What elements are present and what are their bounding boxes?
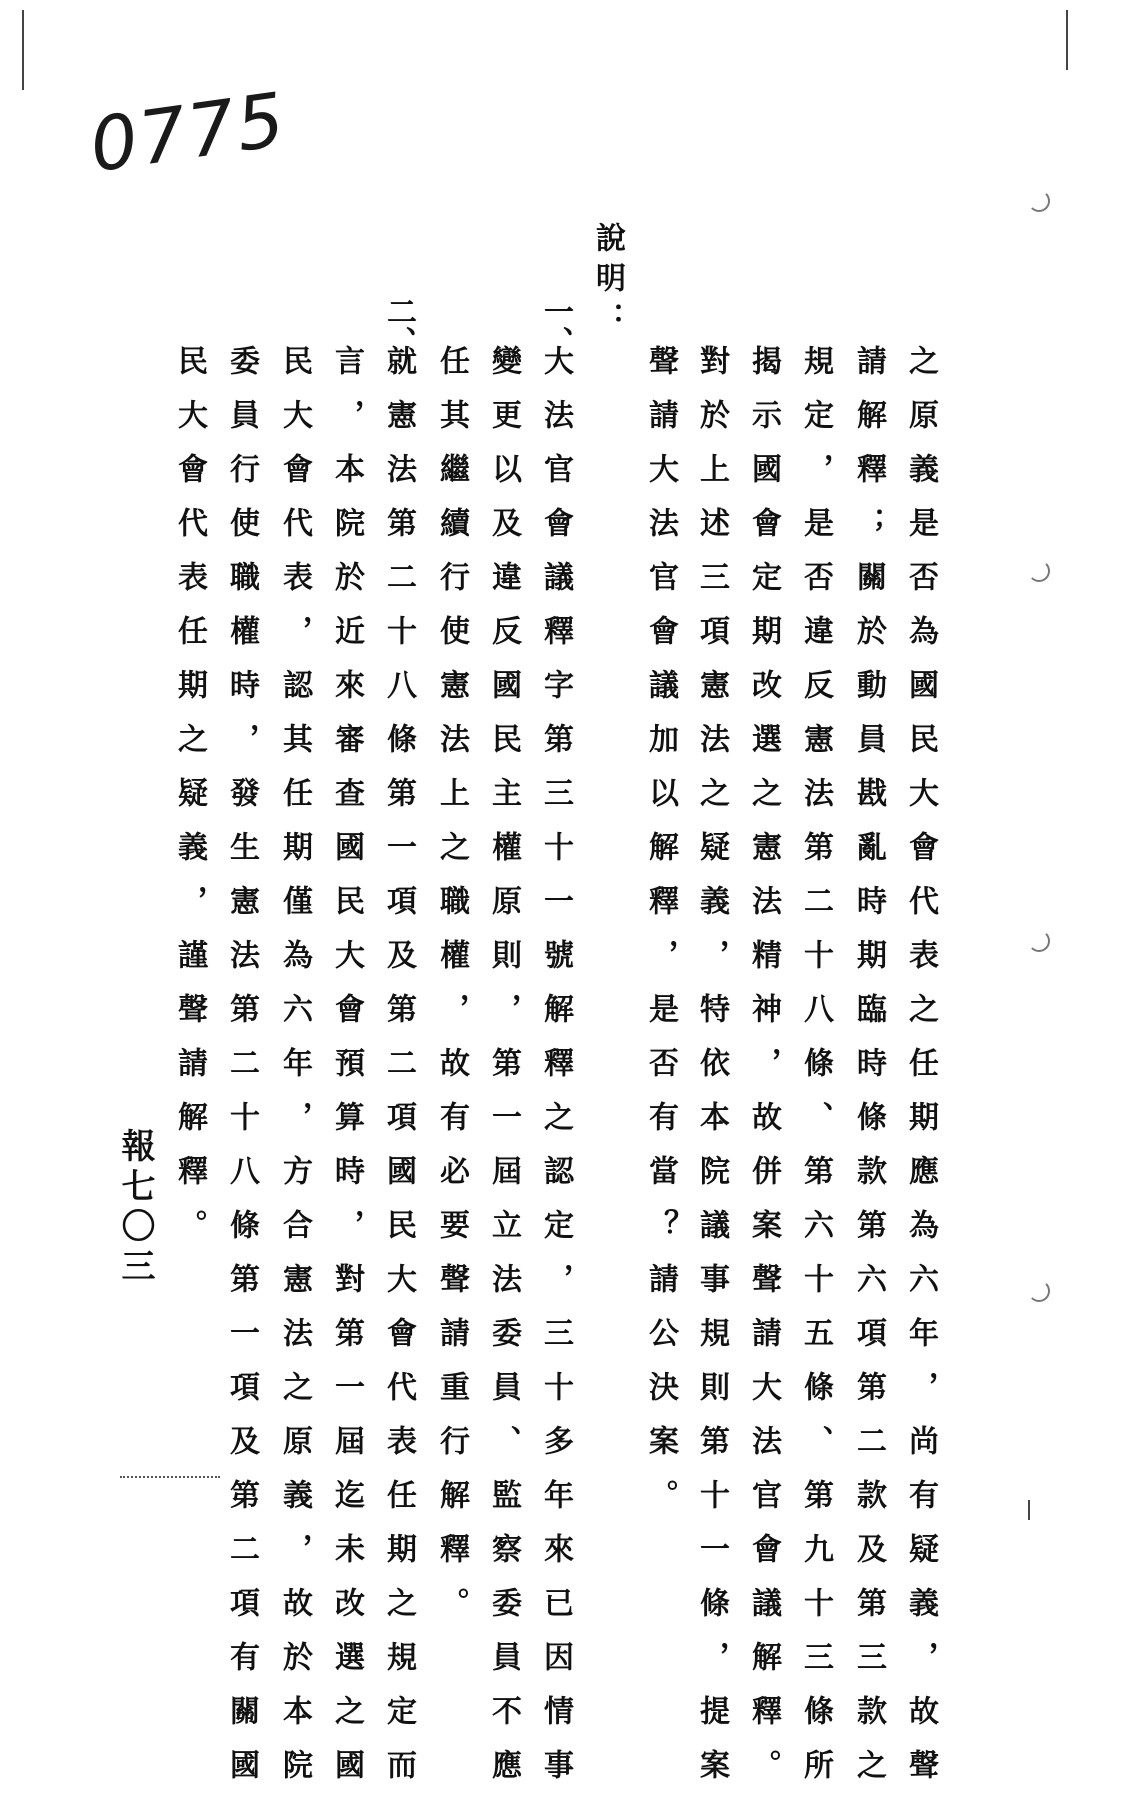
text-column: 委員行使職權時，發生憲法第二十八條第一項及第二項有關國 [224,345,259,1803]
text-column: 就憲法第二十八條第一項及第二項國民大會代表任期之規定而 [381,345,416,1803]
margin-smudge [1028,560,1050,582]
text-column: 言，本院於近來審查國民大會預算時，對第一屆迄未改選之國 [329,345,364,1803]
text-column: 之原義是否為國民大會代表之任期應為六年，尚有疑義，故聲 [903,345,938,1803]
text-column: 民大會代表任期之疑義，謹聲請解釋。 [172,345,207,1263]
text-column: 請解釋；關於動員戡亂時期臨時條款第六項第二款及第三款之 [851,345,886,1803]
right-edge-line [1066,10,1068,70]
text-column: 規定，是否違反憲法第二十八條、第六十五條、第九十三條所 [798,345,833,1803]
right-edge-line-lower [1028,1500,1030,1520]
text-column: 大法官會議釋字第三十一號解釋之認定，三十多年來已因情事 [538,345,573,1803]
scan-artifact-line [120,1476,220,1478]
item-marker-two: 二、 [381,296,416,356]
section-heading: 說明： [590,222,625,342]
margin-smudge [1028,1280,1050,1302]
text-column: 變更以及違反國民主權原則，第一屆立法委員、監察委員不應 [486,345,521,1803]
text-column: 民大會代表，認其任期僅為六年，方合憲法之原義，故於本院 [277,345,312,1803]
text-column: 揭示國會定期改選之憲法精神，故併案聲請大法官會議解釋。 [746,345,781,1803]
handwritten-archive-number: 0775 [84,76,292,190]
margin-smudge [1028,190,1050,212]
item-marker-one: 一、 [538,296,573,356]
left-edge-line [22,10,24,90]
text-column: 任其繼續行使憲法上之職權，故有必要聲請重行解釋。 [434,345,469,1641]
text-column: 聲請大法官會議加以解釋，是否有當？請公決案。 [643,345,678,1533]
text-column: 對於上述三項憲法之疑義，特依本院議事規則第十一條，提案 [694,345,729,1803]
page-number: 報七〇三 [115,1128,155,1288]
margin-smudge [1028,930,1050,952]
